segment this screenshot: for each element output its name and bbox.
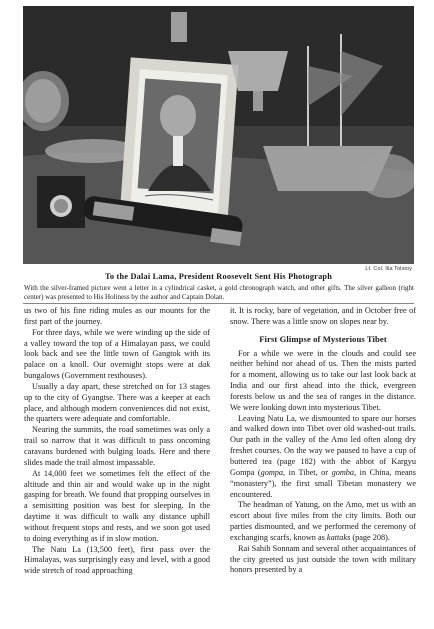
paragraph: Rai Sahib Sonnam and several other acquaintances of the city greeted us just outside the town with military honors presented by a <box>230 543 416 575</box>
paragraph: us two of his fine riding mules as our mounts for the first part of the journey. <box>24 306 210 326</box>
caption-divider <box>23 303 414 304</box>
photo-caption: With the silver-framed picture went a letter in a cylindrical casket, a gold chronograph watch, and other gifts. The silver galleon (right center) was presented to His Holiness by the author and Captain Dolan. <box>24 284 414 301</box>
photo-credit: Lt. Col. Ilia Tolstoy <box>365 266 412 272</box>
section-heading: First Glimpse of Mysterious Tibet <box>259 333 387 344</box>
paragraph: it. It is rocky, bare of vegetation, and in October free of snow. There was a little snow on slopes near by. <box>230 306 416 326</box>
paragraph: Usually a day apart, these stretched on for 13 stages up to the city of Gyangtse. There was a keeper at each place, and although modern conveniences did not exist, the quarters were adequate and comfortable. <box>24 381 210 424</box>
paragraph: For three days, while we were winding up the side of a valley toward the top of a Himalayan pass, we could look back and see the little town of Gangtok with its palace on a knoll. Our overnight stops were at dak bungalows (Government resthouses). <box>24 327 210 381</box>
paragraph: Nearing the summits, the road sometimes was only a trail so narrow that it was difficult to pass oncoming caravans burdened with bulging loads. Here and there slides made the trail almost impassable. <box>24 425 210 467</box>
paragraph: The headman of Yatung, on the Amo, met us with an escort about five miles from the city limits. Both our parties dismounted, and we performed the ceremony of exchanging scarfs, known as kattaks (page 208). <box>230 500 416 542</box>
paragraph: At 14,000 feet we sometimes felt the effect of the altitude and thin air and would wake up in the night gasping for breath. We found that propping ourselves in a semisitting position was best for sleeping. In the daytime it was difficult to walk any distance uphill without frequent stops and rests, and we soon got used to doing everything as if in slow motion. <box>24 468 210 543</box>
paragraph: The Natu La (13,500 feet), first pass over the Himalayas, was surprisingly easy and level, with a good wide stretch of road approaching <box>24 544 210 576</box>
gifts-photo-illustration <box>23 6 414 264</box>
paragraph: For a while we were in the clouds and could see neither behind nor ahead of us. Then the mists parted for a moment, allowing us to take our last look back at India and our first ahead into the thick, evergreen forests below us and the sea of ranges in the distance. We were looking down into mysterious Tibet. <box>230 348 416 412</box>
photo-headline: To the Dalai Lama, President Roosevelt Sent His Photograph <box>104 272 333 281</box>
paragraph: Leaving Natu La, we dismounted to spare our horses and walked down into Tibet over old washed-out trails. Our path in the valley of the Amo led often along dry freshet courses. On the way we paused to have a cup of buttered tea (page 182) with the abbot of Kargyu Gompa (gompa, in Tibet, or gomba, in China, means “monastery”), the first small Tibetan monastery we encountered. <box>230 413 416 499</box>
left-column <box>24 306 210 577</box>
right-column <box>230 306 416 576</box>
gifts-photograph <box>23 6 414 264</box>
